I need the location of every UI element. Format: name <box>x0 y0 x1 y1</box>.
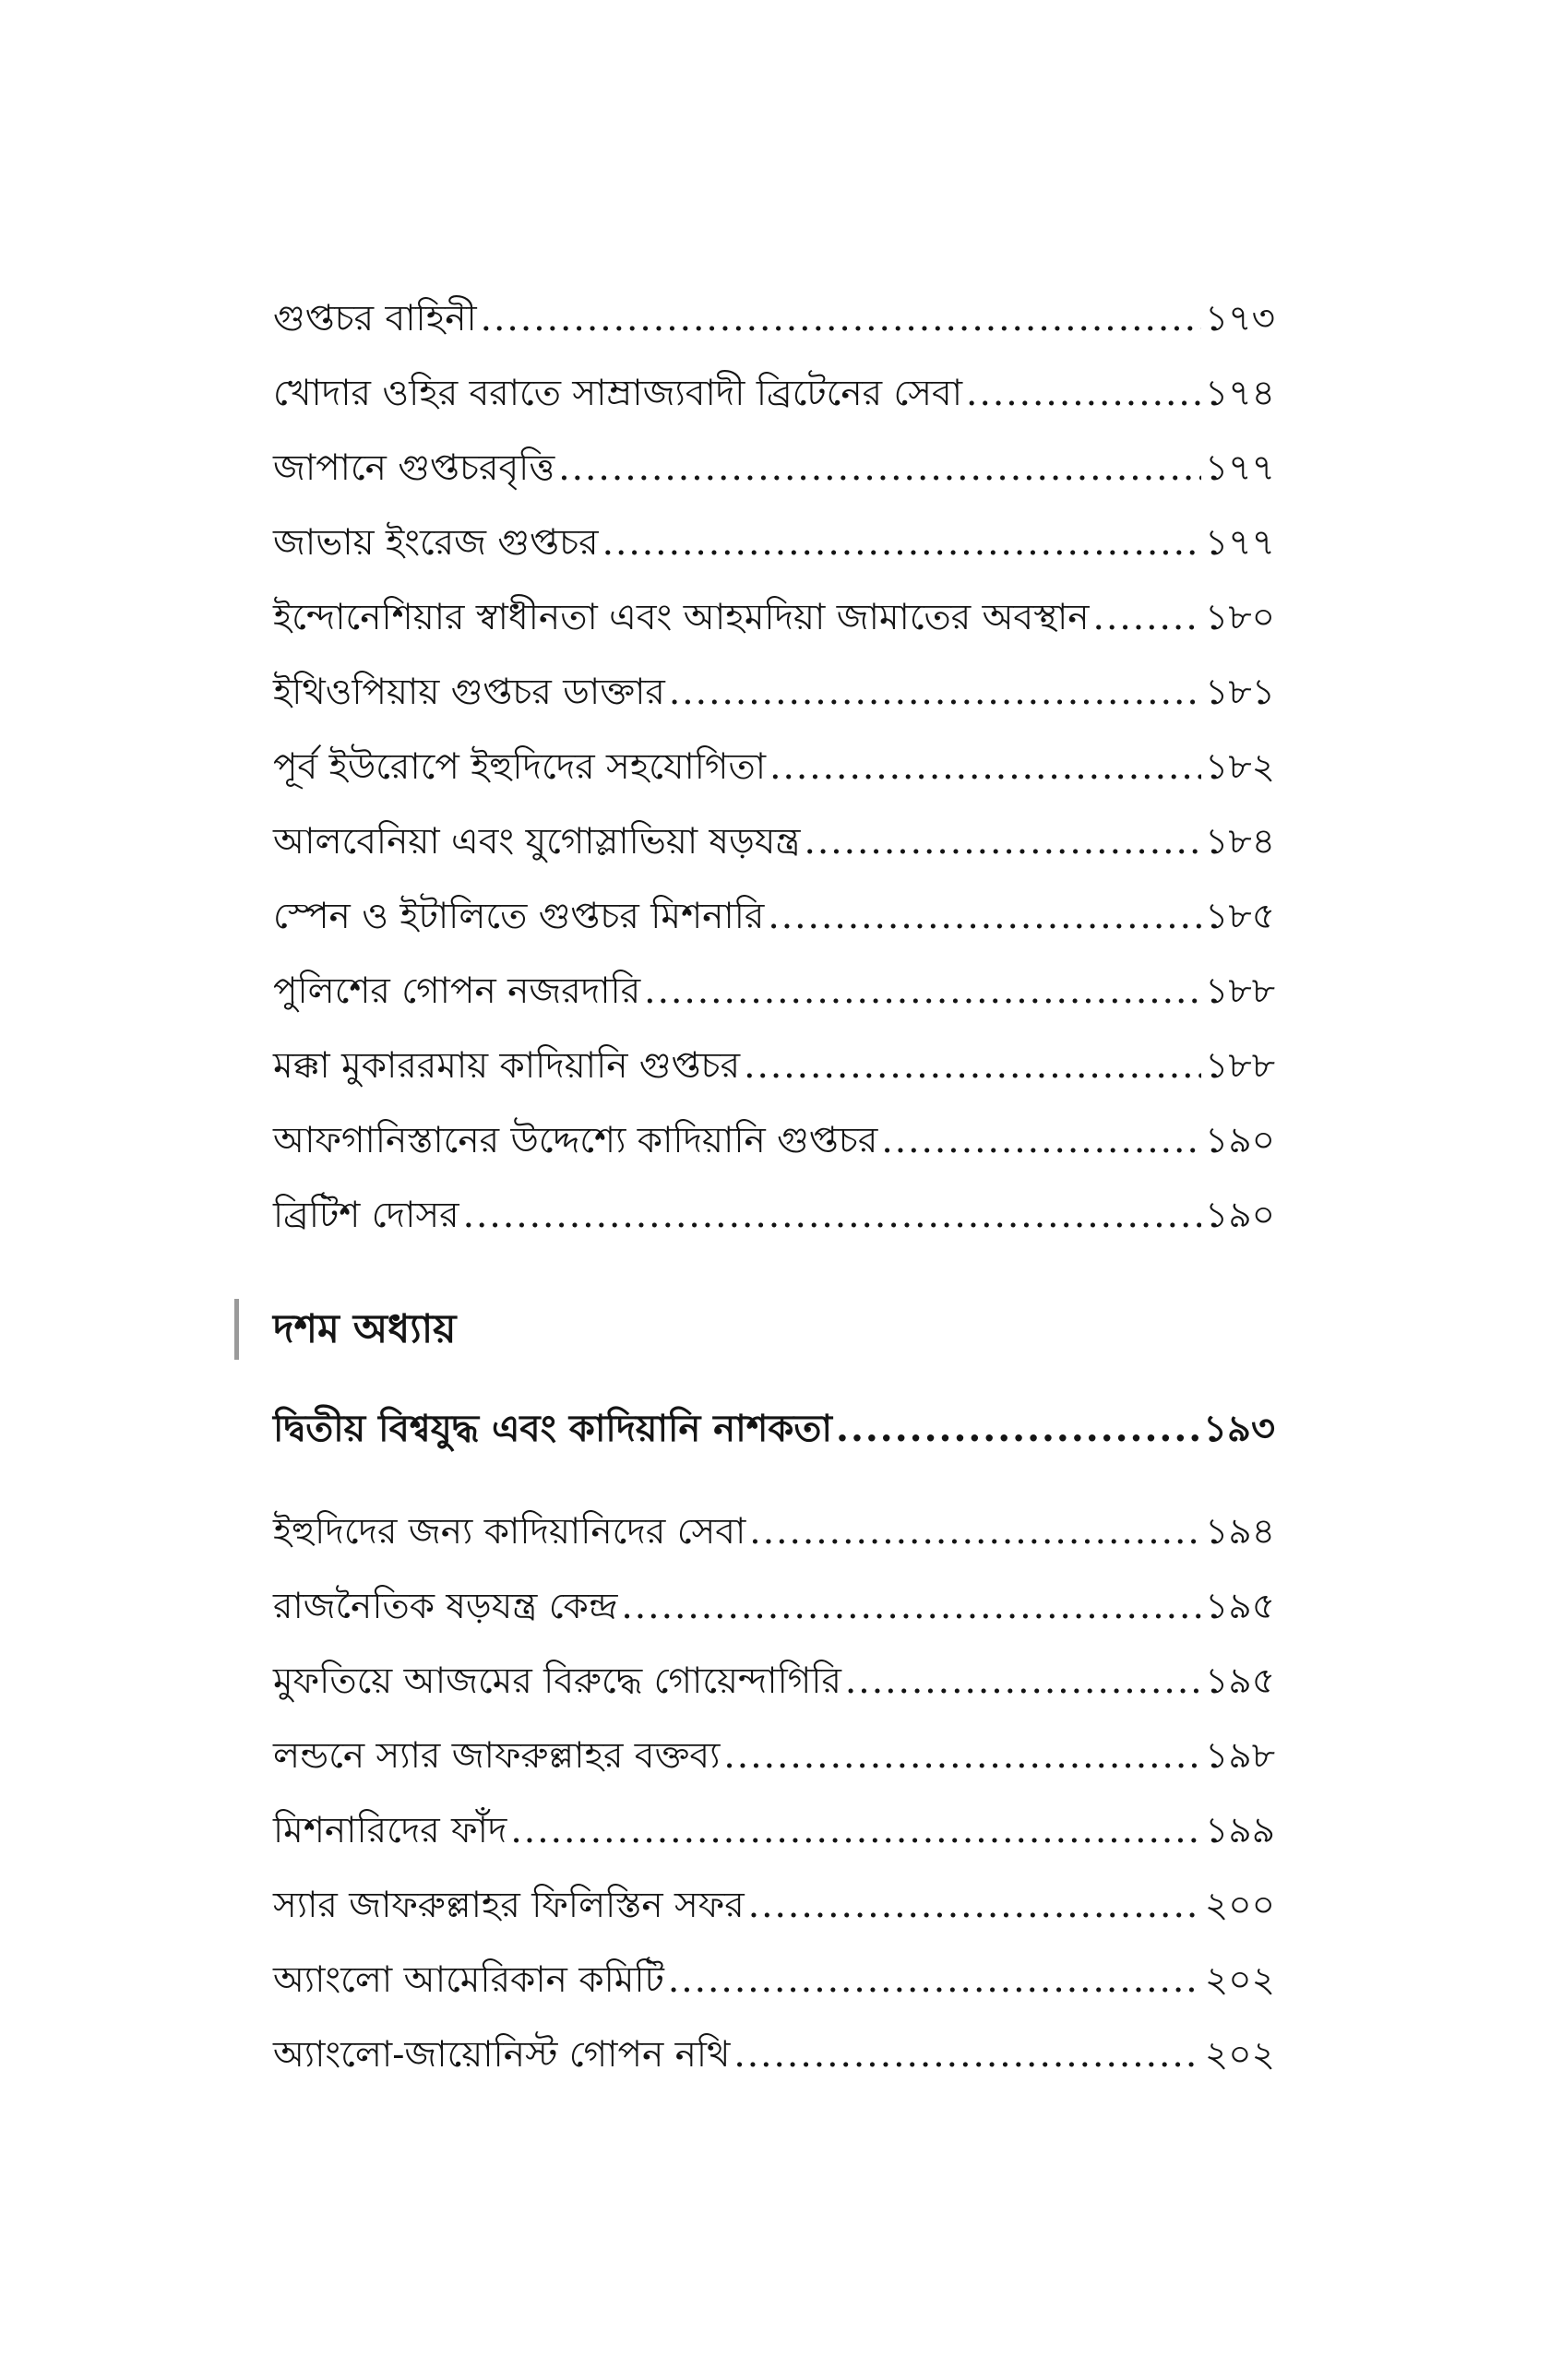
toc-entry-title: মুফতিয়ে আজমের বিরুদ্ধে গোয়েন্দাগিরি <box>273 1660 841 1702</box>
toc-entry <box>273 1719 1275 1793</box>
toc-entry-page: ১৭৭ <box>1204 522 1275 564</box>
toc-leader-dots <box>733 2017 1201 2092</box>
toc-entry <box>273 730 1275 804</box>
toc-entry-page: ১৯৫ <box>1205 1660 1275 1702</box>
toc-entry <box>273 1943 1275 2017</box>
toc-entry-title: অ্যাংলো আমেরিকান কমিটি <box>273 1959 664 2001</box>
toc-entry-page: ১৮৫ <box>1205 896 1275 937</box>
toc-entry-title: ইন্দোনেশিয়ার স্বাধীনতা এবং আহমদিয়া জামাতের অবস্থান <box>273 597 1090 638</box>
toc-leader-dots <box>804 804 1201 879</box>
toc-entry <box>273 580 1275 655</box>
toc-leader-dots <box>744 1029 1201 1103</box>
toc-leader-dots <box>748 1868 1201 1943</box>
toc-entry <box>273 1793 1275 1868</box>
toc-entry-page: ১৯০ <box>1205 1195 1275 1236</box>
toc-entry-title: ব্রিটিশ দোসর <box>273 1195 459 1236</box>
toc-leader-dots <box>644 954 1201 1029</box>
toc-entry-title: ইহুদিদের জন্য কাদিয়ানিদের সেবা <box>273 1511 746 1553</box>
toc-entry <box>273 506 1275 580</box>
toc-entry-title: পূর্ব ইউরোপে ইহুদিদের সহযোগিতা <box>273 746 767 788</box>
toc-entry <box>273 356 1275 431</box>
toc-entry-page: ১৭৭ <box>1204 447 1275 489</box>
toc-entry-page: ১৮৮ <box>1205 970 1275 1012</box>
toc-leader-dots <box>621 1569 1201 1644</box>
toc-entry-page: ২০০ <box>1204 1885 1275 1926</box>
toc-leader-dots <box>845 1644 1201 1719</box>
toc-leader-dots <box>836 1391 1199 1466</box>
toc-entry-page: ১৮১ <box>1205 672 1275 713</box>
toc-entry-page: ১৯৫ <box>1205 1586 1275 1627</box>
toc-entry-page: ১৯০ <box>1205 1120 1275 1161</box>
toc-entry-page: ১৭৩ <box>1204 298 1275 339</box>
toc-leader-dots <box>481 281 1201 356</box>
toc-entry-page: ১৮৪ <box>1205 821 1275 863</box>
toc-entry-title: লন্ডনে স্যার জাফরুল্লাহর বক্তব্য <box>273 1735 721 1777</box>
toc-entry-title: জাভায় ইংরেজ গুপ্তচর <box>273 522 599 564</box>
toc-entry <box>273 954 1275 1029</box>
chapter-title-entry <box>273 1391 1275 1466</box>
toc-entry <box>273 804 1275 879</box>
toc-leader-dots <box>1093 580 1201 655</box>
toc-entry <box>273 879 1275 954</box>
toc-entry-page: ১৯৯ <box>1205 1810 1275 1851</box>
toc-leader-dots <box>463 1178 1201 1253</box>
toc-entry-title: জাপানে গুপ্তচরবৃত্তি <box>273 447 555 489</box>
toc-entry-page: ১৮৮ <box>1205 1045 1275 1087</box>
toc-entry-title: গুপ্তচর বাহিনী <box>273 298 477 339</box>
toc-entry-page: ২০২ <box>1204 1959 1275 2001</box>
toc-entry-page: ২০২ <box>1204 2034 1275 2076</box>
toc-entry <box>273 1569 1275 1644</box>
toc-list-after-chapter <box>273 1494 1275 2092</box>
toc-leader-dots <box>768 879 1201 954</box>
toc-entry <box>273 1868 1275 1943</box>
chapter-marker-bar <box>234 1299 239 1360</box>
toc-leader-dots <box>669 655 1201 730</box>
chapter-title: দ্বিতীয় বিশ্বযুদ্ধ এবং কাদিয়ানি নাশকতা <box>273 1407 833 1450</box>
toc-leader-dots <box>769 730 1201 804</box>
chapter-label: দশম অধ্যায় <box>273 1306 457 1352</box>
toc-leader-dots <box>966 356 1201 431</box>
toc-entry <box>273 2017 1275 2092</box>
toc-entry-page: ১৭৪ <box>1205 373 1275 414</box>
toc-entry-title: মিশনারিদের ফাঁদ <box>273 1810 507 1851</box>
toc-entry <box>273 1644 1275 1719</box>
toc-leader-dots <box>510 1793 1201 1868</box>
toc-entry-title: ইথিওপিয়ায় গুপ্তচর ডাক্তার <box>273 672 665 713</box>
toc-leader-dots <box>881 1103 1201 1178</box>
toc-leader-dots <box>668 1943 1201 2017</box>
toc-entry-title: স্যার জাফরুল্লাহর ফিলিস্তিন সফর <box>273 1885 745 1926</box>
chapter-page: ১৯৩ <box>1203 1407 1275 1450</box>
toc-entry <box>273 1178 1275 1253</box>
toc-entry-page: ১৯৮ <box>1205 1735 1275 1777</box>
toc-entry-page: ১৮০ <box>1205 597 1275 638</box>
toc-leader-dots <box>602 506 1201 580</box>
toc-entry <box>273 655 1275 730</box>
toc-entry-title: মক্কা মুকাররমায় কাদিয়ানি গুপ্তচর <box>273 1045 741 1087</box>
toc-leader-dots <box>749 1494 1201 1569</box>
toc-entry-title: অ্যাংলো-জায়োনিস্ট গোপন নথি <box>273 2034 731 2076</box>
toc-entry <box>273 1494 1275 1569</box>
toc-leader-dots <box>723 1719 1201 1793</box>
toc-entry-page: ১৯৪ <box>1205 1511 1275 1553</box>
toc-entry-title: পুলিশের গোপন নজরদারি <box>273 970 641 1012</box>
toc-entry-title: স্পেন ও ইটালিতে গুপ্তচর মিশনারি <box>273 896 765 937</box>
toc-entry-title: রাজনৈতিক ষড়যন্ত্র কেন্দ্র <box>273 1586 618 1627</box>
toc-entry-page: ১৮২ <box>1205 746 1275 788</box>
toc-entry-title: খোদার ওহির বরাতে সাম্রাজ্যবাদী ব্রিটেনের সেবা <box>273 373 963 414</box>
toc-entry <box>273 281 1275 356</box>
toc-entry <box>273 1103 1275 1178</box>
toc-entry-title: আলবেনিয়া এবং যুগোস্লাভিয়া ষড়যন্ত্র <box>273 821 801 863</box>
toc-entry <box>273 1029 1275 1103</box>
toc-entry <box>273 431 1275 506</box>
toc-list-before-chapter <box>273 281 1275 1253</box>
toc-entry-title: আফগানিস্তানের উদ্দেশ্যে কাদিয়ানি গুপ্তচর <box>273 1120 878 1161</box>
toc-leader-dots <box>558 431 1201 506</box>
